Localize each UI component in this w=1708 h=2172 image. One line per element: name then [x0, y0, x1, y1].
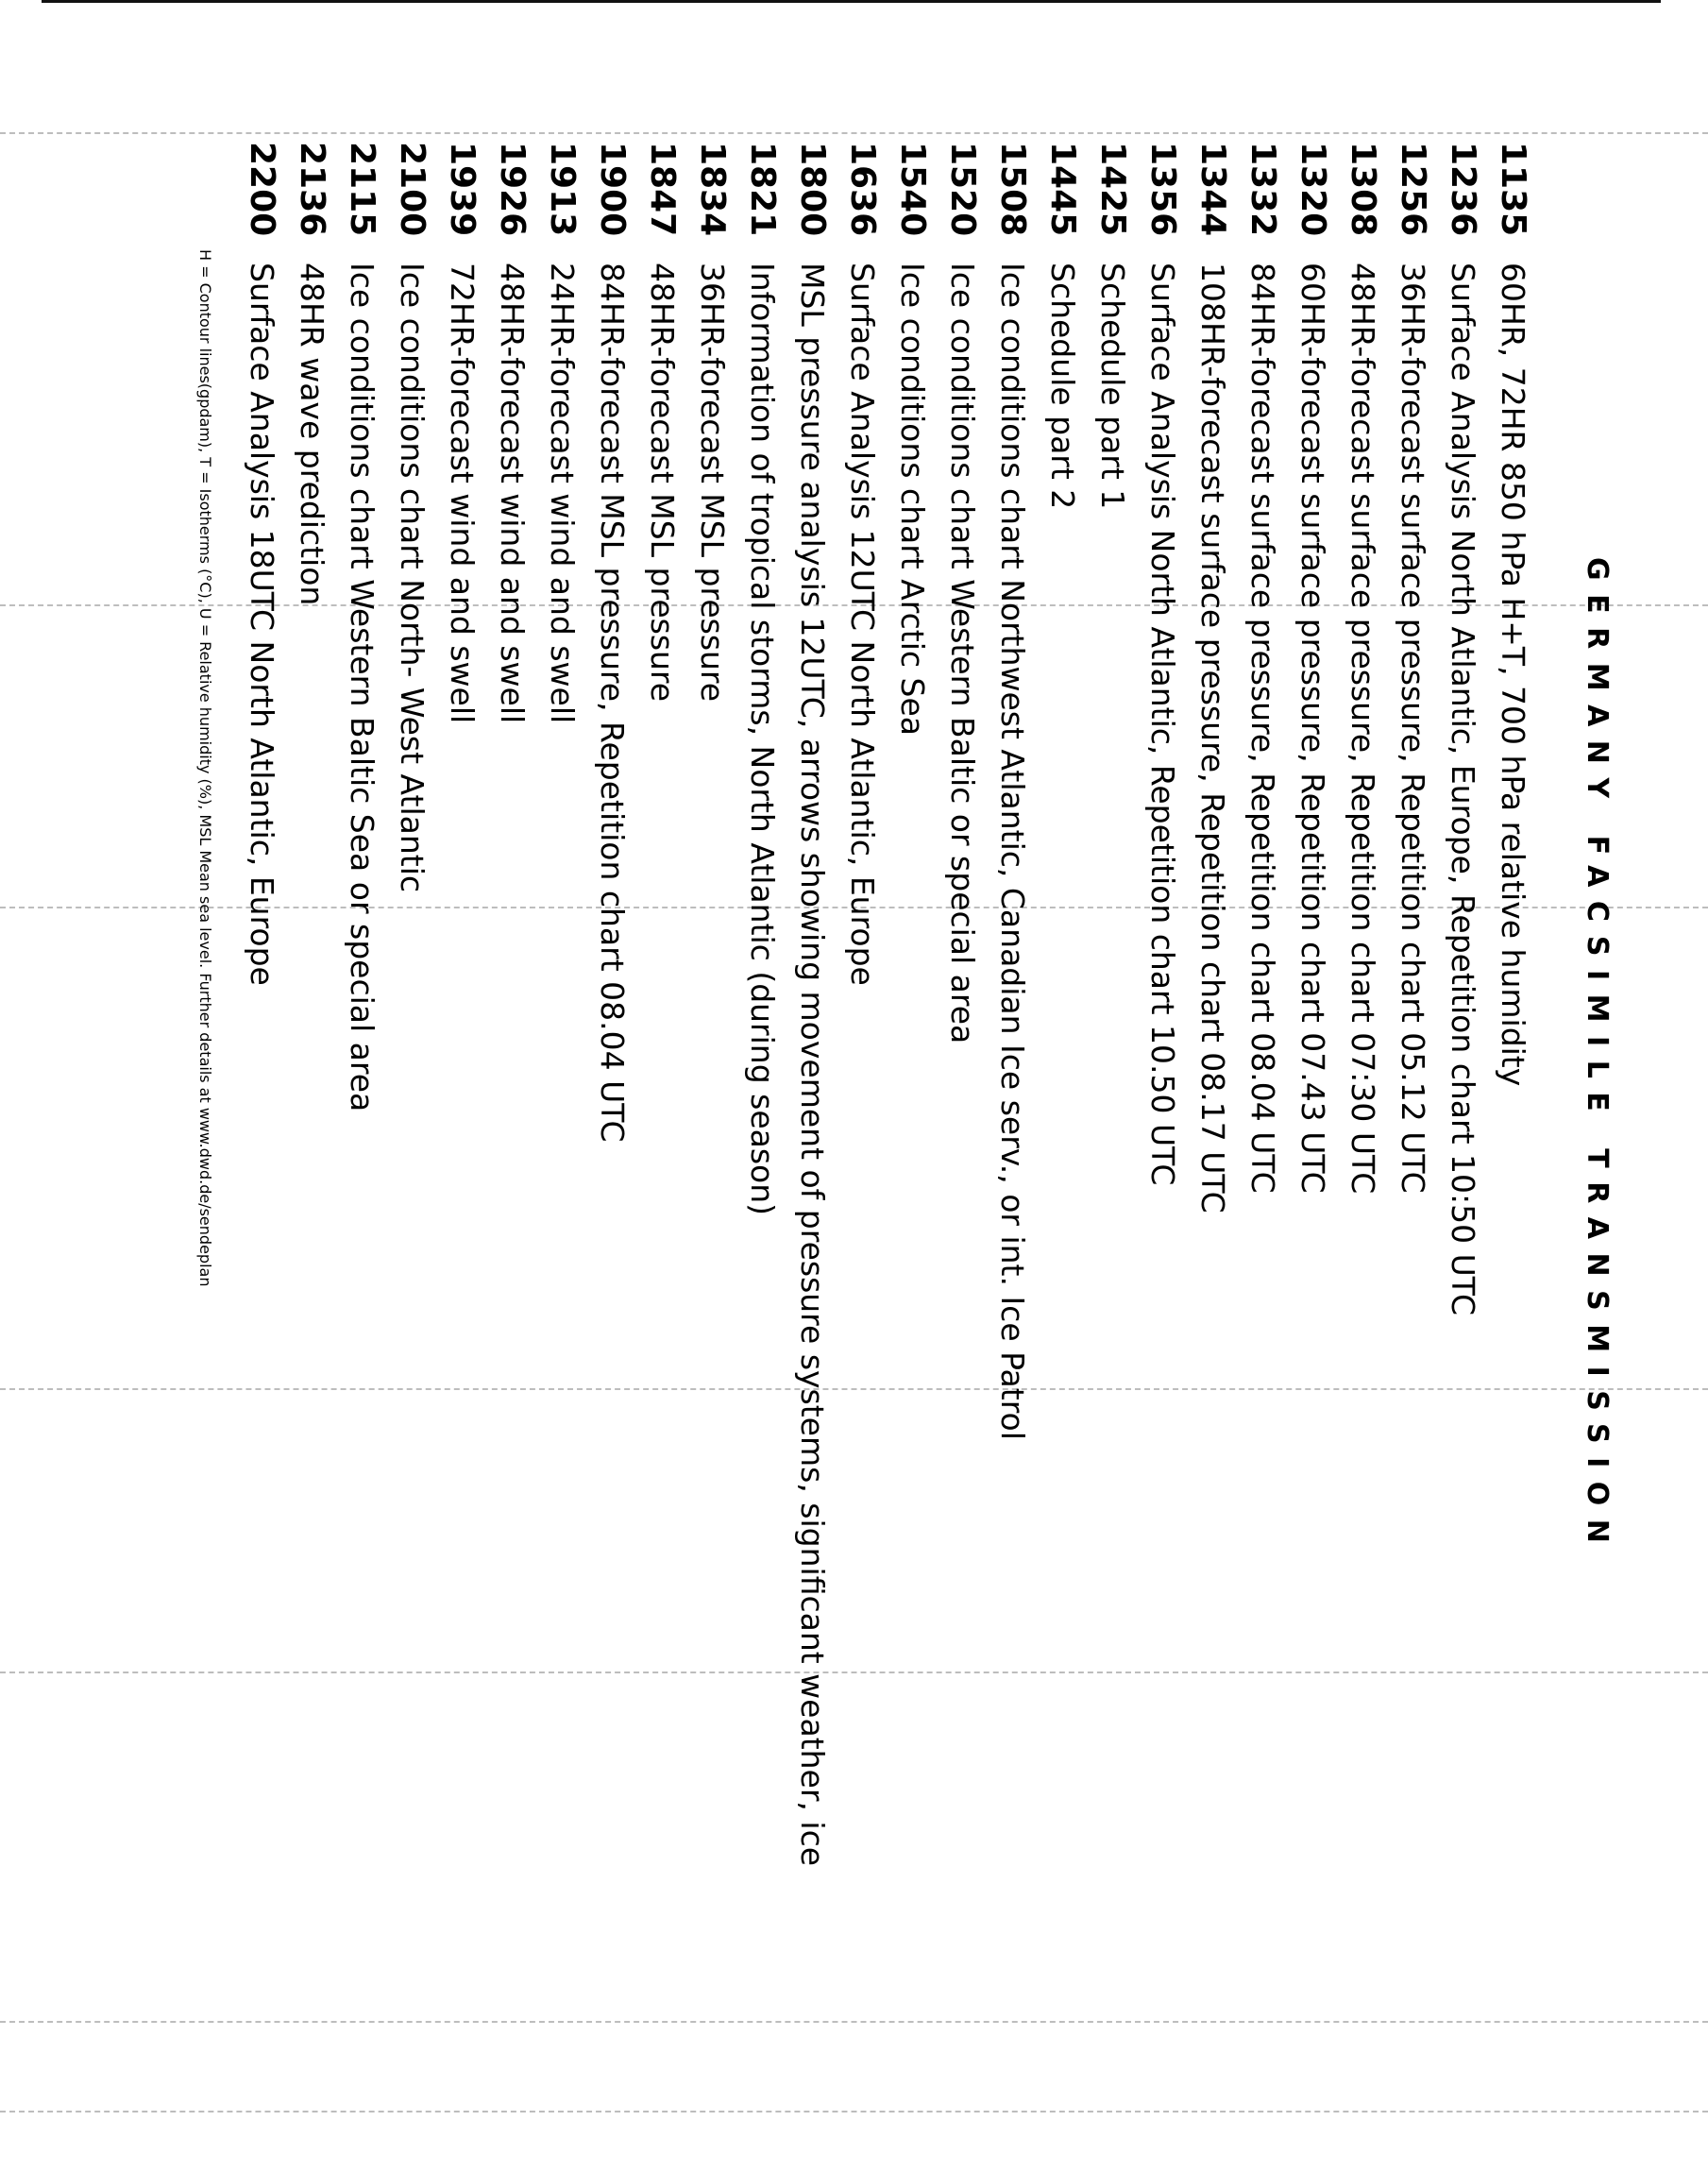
transmission-time: 1520	[943, 142, 982, 237]
transmission-time: 2136	[293, 142, 331, 237]
transmission-time: 1913	[543, 142, 582, 237]
chart-description: Ice conditions chart Western Baltic or special area	[944, 263, 981, 1044]
chart-description: Surface Analysis North Atlantic, Europe, Repetition chart 10:50 UTC	[1445, 263, 1481, 1316]
schedule-row	[988, 142, 1038, 2030]
transmission-time: 2115	[343, 142, 381, 237]
schedule-row	[537, 142, 587, 2030]
transmission-time: 1939	[443, 142, 482, 237]
chart-description: 48HR-forecast surface pressure, Repetition chart 07:30 UTC	[1344, 263, 1381, 1195]
document-title: GERMANY FACSIMILE TRANSMISSION	[1581, 557, 1614, 1557]
chart-description: Information of tropical storms, North Atlantic (during season)	[744, 263, 781, 1216]
schedule-row	[1438, 142, 1488, 2030]
transmission-time: 1834	[693, 142, 732, 237]
transmission-time: 1540	[893, 142, 932, 237]
chart-description: Schedule part 2	[1044, 263, 1081, 510]
schedule-row	[437, 142, 487, 2030]
transmission-time: 1256	[1394, 142, 1432, 237]
transmission-time: 1445	[1043, 142, 1082, 237]
transmission-time: 2200	[243, 142, 281, 237]
transmission-time: 1308	[1344, 142, 1382, 237]
chart-description: Surface Analysis North Atlantic, Repetition chart 10.50 UTC	[1144, 263, 1181, 1186]
chart-description: 72HR-forecast wind and swell	[444, 263, 481, 724]
chart-description: Schedule part 1	[1094, 263, 1131, 510]
chart-description: Ice conditions chart Western Baltic Sea or special area	[344, 263, 380, 1112]
transmission-time: 1236	[1444, 142, 1482, 237]
schedule-row	[487, 142, 537, 2030]
chart-description: 48HR-forecast MSL pressure	[644, 263, 681, 703]
chart-description: 36HR-forecast MSL pressure	[694, 263, 731, 703]
chart-description: 108HR-forecast surface pressure, Repetition chart 08.17 UTC	[1194, 263, 1231, 1213]
schedule-row	[387, 142, 437, 2030]
schedule-row	[1388, 142, 1438, 2030]
chart-description: 60HR, 72HR 850 hPa H+T, 700 hPa relative humidity	[1495, 263, 1531, 1087]
top-border-line	[42, 0, 1661, 3]
transmission-time: 1847	[643, 142, 682, 237]
transmission-time: 1135	[1494, 142, 1532, 237]
transmission-time: 1344	[1193, 142, 1232, 237]
chart-description: 84HR-forecast surface pressure, Repetition chart 08.04 UTC	[1244, 263, 1281, 1194]
schedule-row	[1038, 142, 1088, 2030]
schedule-row	[1138, 142, 1188, 2030]
schedule-row	[1188, 142, 1238, 2030]
chart-description: 36HR-forecast surface pressure, Repetition chart 05.12 UTC	[1395, 263, 1431, 1194]
chart-description: Surface Analysis 18UTC North Atlantic, Europe	[244, 263, 280, 986]
chart-description: Surface Analysis 12UTC North Atlantic, Europe	[844, 263, 881, 986]
legend-footnote: H = Contour lines(gpdam), T = Isotherms (°C), U = Relative humidity (%), MSL Mean sea level. Further details at www.dwd.de/sendeplan	[196, 249, 214, 1287]
chart-description: Ice conditions chart North- West Atlantic	[394, 263, 431, 893]
transmission-time: 1508	[993, 142, 1032, 237]
schedule-row	[337, 142, 387, 2030]
transmission-time: 1636	[843, 142, 882, 237]
chart-description: MSL pressure analysis 12UTC, arrows showing movement of pressure systems, significant weather, ice	[794, 263, 831, 1867]
chart-description: 48HR-forecast wind and swell	[494, 263, 531, 724]
scan-artifact-line	[0, 132, 1708, 134]
transmission-time: 1332	[1243, 142, 1282, 237]
chart-description: Ice conditions chart Northwest Atlantic, Canadian Ice serv., or int. Ice Patrol	[994, 263, 1031, 1440]
chart-description: 60HR-forecast surface pressure, Repetition chart 07.43 UTC	[1294, 263, 1331, 1194]
schedule-row	[1088, 142, 1138, 2030]
rotated-document	[8, 142, 1614, 2030]
scan-artifact-line	[0, 2111, 1708, 2113]
transmission-time: 1900	[593, 142, 632, 237]
schedule-row	[1488, 142, 1538, 2030]
schedule-row	[287, 142, 337, 2030]
transmission-time: 1800	[793, 142, 832, 237]
schedule-row	[1338, 142, 1388, 2030]
schedule-list	[237, 142, 1538, 2030]
transmission-time: 1926	[493, 142, 532, 237]
chart-description: 48HR wave prediction	[294, 263, 330, 606]
schedule-row	[237, 142, 287, 2030]
chart-description: Ice conditions chart Arctic Sea	[894, 263, 931, 736]
transmission-time: 1320	[1294, 142, 1332, 237]
schedule-row	[637, 142, 687, 2030]
chart-description: 84HR-forecast MSL pressure, Repetition chart 08.04 UTC	[594, 263, 631, 1143]
transmission-time: 2100	[393, 142, 431, 237]
schedule-row	[1288, 142, 1338, 2030]
transmission-time: 1425	[1093, 142, 1132, 237]
chart-description: 24HR-forecast wind and swell	[544, 263, 581, 724]
transmission-time: 1821	[743, 142, 782, 237]
schedule-row	[737, 142, 787, 2030]
schedule-row	[888, 142, 938, 2030]
schedule-row	[938, 142, 988, 2030]
schedule-row	[787, 142, 837, 2030]
schedule-row	[687, 142, 737, 2030]
transmission-time: 1356	[1143, 142, 1182, 237]
schedule-row	[1238, 142, 1288, 2030]
schedule-row	[837, 142, 888, 2030]
schedule-row	[587, 142, 637, 2030]
